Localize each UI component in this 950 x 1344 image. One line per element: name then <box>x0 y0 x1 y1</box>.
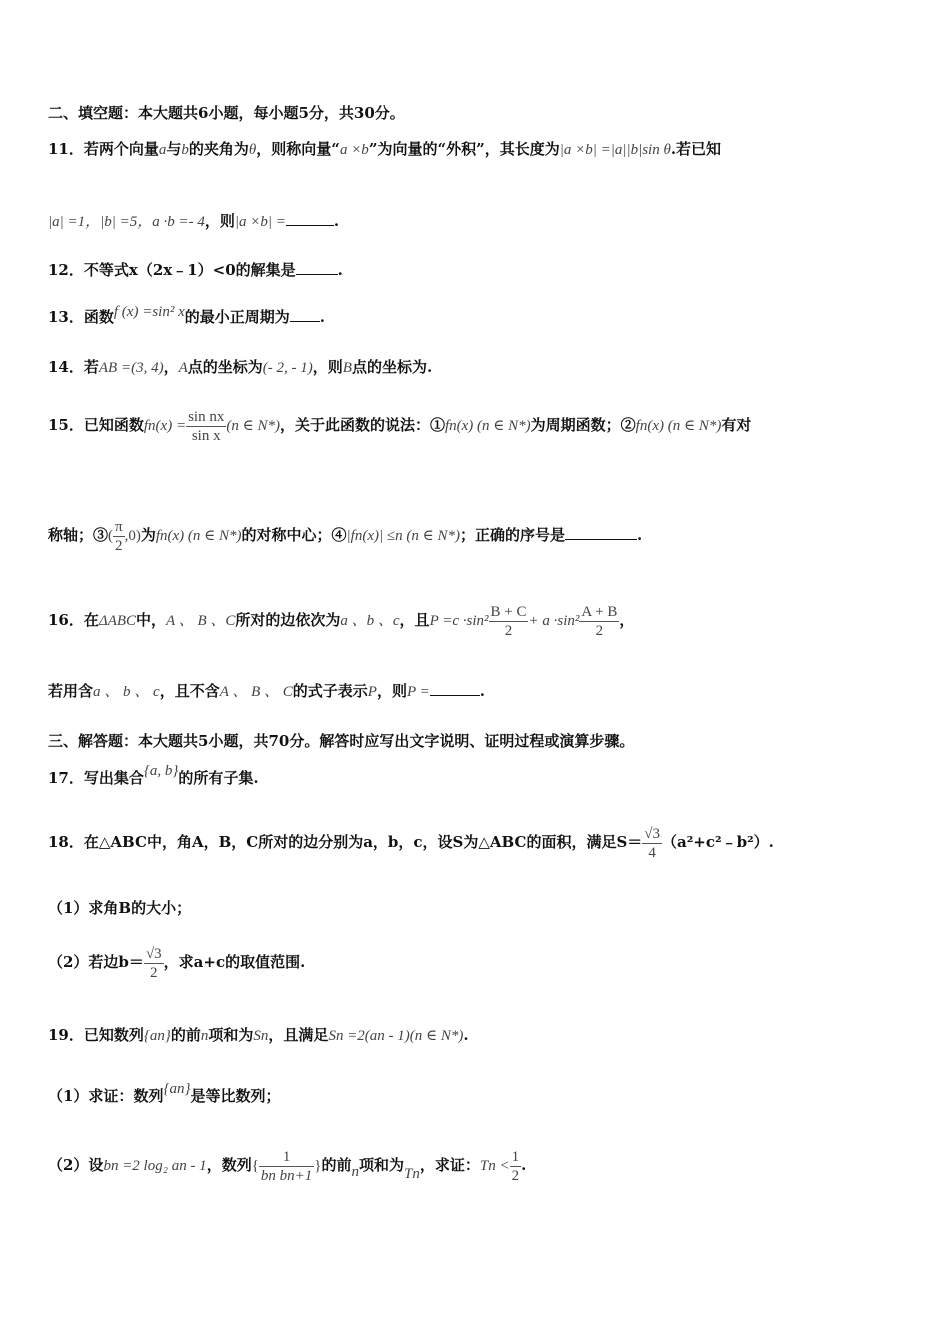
q19-part2-ineq: Tn < <box>479 1158 510 1174</box>
q16-text-h: 的式子表示 <box>292 682 368 700</box>
q18-number: 18． <box>48 833 84 851</box>
q19-part2-frac-den: bn bn+1 <box>260 1167 313 1184</box>
question-11-line-1 <box>48 138 910 161</box>
q11-expr-len: |a ×b| =|a||b|sin θ <box>559 142 671 158</box>
q19-part1-seq: {an} <box>163 1081 191 1097</box>
q14-sym-b: B <box>342 360 352 376</box>
q16-expr-ask: P = <box>406 684 430 700</box>
question-19 <box>48 1024 910 1047</box>
q14-text-e: 点的坐标为. <box>351 358 433 376</box>
q19-part2-frac-num: 1 <box>259 1148 314 1167</box>
q11-text-e: ”为向量的“外积”，其长度为 <box>368 140 560 158</box>
q19-part2-a: （2）设 <box>48 1156 104 1174</box>
q19-text-a: 已知数列 <box>83 1026 144 1044</box>
q15-expr-2: fn(x) (n ∈ N*) <box>635 418 722 434</box>
q16-syms-abc-upper-2: A 、 B 、 C <box>219 684 293 700</box>
q15-number: 15． <box>48 416 84 434</box>
q15-text-d: 有对 <box>721 416 752 434</box>
q19-text-d: ，且满足 <box>268 1026 329 1044</box>
q18-part2-a: （2）若边b＝ <box>48 953 144 971</box>
q17-text-b: 的所有子集. <box>178 769 259 787</box>
section-2-heading: 二、填空题：本大题共6小题，每小题5分，共30分。 <box>48 104 405 122</box>
question-12 <box>48 259 910 281</box>
q14-text-b: ， <box>163 358 179 376</box>
q11-text-d: ，则称向量“ <box>256 140 340 158</box>
q19-part2-b: ，数列 <box>206 1156 252 1174</box>
q16-syms-abc-lower-2: a 、 b 、 c <box>93 684 160 700</box>
q19-part1-b: 是等比数列； <box>190 1087 281 1105</box>
q19-number: 19． <box>48 1026 84 1044</box>
q11-text-a: 若两个向量 <box>83 140 159 158</box>
q14-number: 14． <box>48 358 84 376</box>
q15-text-c: 为周期函数；② <box>530 416 636 434</box>
q18-frac-num: √3 <box>644 825 661 842</box>
q15-expr-f: fn(x) = <box>143 418 187 434</box>
q16-text-d: ，且 <box>399 611 430 629</box>
q16-sym-p: P <box>367 684 377 700</box>
q19-sym-n: n <box>200 1028 209 1044</box>
q16-text-b: 中， <box>136 611 167 629</box>
q19-text-c: 项和为 <box>208 1026 254 1044</box>
q15-frac-den: sin x <box>191 427 221 444</box>
q19-part2-tn: Tn <box>404 1166 420 1182</box>
q19-part2-d: 项和为 <box>359 1156 405 1174</box>
question-18-part-2 <box>48 940 910 984</box>
q19-part2-n: n <box>351 1164 359 1180</box>
section-3-heading: 三、解答题：本大题共5小题，共70分。解答时应写出文字说明、证明过程或演算步骤。 <box>48 732 635 750</box>
q19-brace-open: { <box>251 1158 259 1174</box>
q15-pt-num: π <box>115 518 123 535</box>
q15-frac-num: sin nx <box>188 408 225 425</box>
q11-expr-ask: |a ×b| = <box>234 214 286 230</box>
q16-syms-abc-upper: A 、 B 、C <box>166 613 236 629</box>
q17-number: 17． <box>48 769 84 787</box>
q13-text-b: 的最小正周期为 <box>184 308 290 326</box>
q16-text-g: ，且不含 <box>159 682 220 700</box>
q15-end: . <box>636 526 643 544</box>
q15-expr-1: fn(x) (n ∈ N*) <box>444 418 531 434</box>
q19-expr-seq: {an} <box>143 1028 171 1044</box>
q14-text-d: ，则 <box>312 358 343 376</box>
q15-text-b: ，关于此函数的说法：① <box>279 416 445 434</box>
q14-expr-coord: (- 2, - 1) <box>262 360 313 376</box>
q11-end: . <box>333 212 340 230</box>
q17-text-a: 写出集合 <box>83 769 144 787</box>
q19-part2-e: ，求证： <box>419 1156 480 1174</box>
q18-frac-den: 4 <box>648 844 656 861</box>
question-18 <box>48 820 910 864</box>
q11-number: 11． <box>48 140 84 158</box>
q16-answer-blank[interactable] <box>430 681 480 696</box>
q11-sym-a: a <box>158 142 167 158</box>
q15-pt-open: ( <box>108 528 114 544</box>
q19-part2-fraction <box>259 1148 314 1185</box>
q19-text-b: 的前 <box>170 1026 201 1044</box>
q19-part2-half-den: 2 <box>511 1167 520 1184</box>
q18-text-b: （a²+c²﹣b²）. <box>662 833 774 851</box>
q15-pt-rest: ,0) <box>124 528 141 544</box>
q15-expr-3: fn(x) (n ∈ N*) <box>155 528 242 544</box>
q15-answer-blank[interactable] <box>565 525 637 540</box>
question-13 <box>48 306 910 329</box>
q14-text-a: 若 <box>83 358 99 376</box>
q18-part2-num: √3 <box>145 945 162 962</box>
q16-syms-abc-lower: a 、b 、c <box>340 613 400 629</box>
q18-part2-fraction <box>144 945 164 982</box>
q17-expr-set: {a, b} <box>143 763 179 779</box>
question-11-line-2 <box>48 210 910 233</box>
q16-expr-p: P =c ·sin² <box>429 613 489 629</box>
q12-answer-blank[interactable] <box>296 260 338 275</box>
q19-text-e: . <box>463 1026 469 1044</box>
q16-frac1-num: B + C <box>490 603 527 620</box>
q16-text-i: ，则 <box>376 682 407 700</box>
q19-brace-close: } <box>314 1158 322 1174</box>
question-14 <box>48 356 910 379</box>
q19-sym-sn: Sn <box>253 1028 269 1044</box>
q15-text-f: 为 <box>140 526 156 544</box>
q16-text-e: ， <box>619 611 635 629</box>
q12-text: 不等式x（2x﹣1）<0的解集是 <box>83 261 296 279</box>
question-15-line-1 <box>48 405 910 446</box>
q16-number: 16． <box>48 611 84 629</box>
q11-answer-blank[interactable] <box>286 211 334 226</box>
q19-part2-end: . <box>521 1156 527 1174</box>
question-18-part-1: （1）求角B的大小； <box>48 899 192 917</box>
q16-expr-p2: + a ·sin² <box>528 613 580 629</box>
q12-number: 12． <box>48 261 84 279</box>
q15-point-fraction <box>113 518 125 555</box>
q12-end: . <box>337 261 343 279</box>
q19-part1-a: （1）求证：数列 <box>48 1087 164 1105</box>
q19-part2-bn: bn =2 log₂ an - 1 <box>103 1158 207 1174</box>
q18-part2-b: ，求a+c的取值范围. <box>163 953 306 971</box>
q16-end: . <box>479 682 485 700</box>
q19-part2-half-num: 1 <box>511 1148 520 1165</box>
q13-number: 13． <box>48 308 84 326</box>
q16-fraction-1 <box>489 603 529 640</box>
q15-expr-dom: (n ∈ N*) <box>226 418 280 434</box>
q15-text-e: 称轴；③ <box>48 526 109 544</box>
question-19-part-1 <box>48 1081 910 1108</box>
q16-text-f: 若用含 <box>48 682 94 700</box>
q11-expr-given: |a| =1，|b| =5，a ·b =- 4 <box>48 214 205 230</box>
question-19-part-2 <box>48 1140 910 1191</box>
q13-answer-blank[interactable] <box>290 307 320 322</box>
question-15-line-2 <box>48 515 910 556</box>
q18-text: 在△ABC中，角A，B，C所对的边分别为a，b，c，设S为△ABC的面积，满足S＝ <box>83 833 643 851</box>
q11-text-c: 的夹角为 <box>188 140 249 158</box>
q15-fraction <box>186 408 226 445</box>
q18-fraction <box>642 825 662 862</box>
question-16-line-1 <box>48 598 910 643</box>
q16-text-a: 在 <box>83 611 99 629</box>
q19-part2-c: 的前 <box>321 1156 352 1174</box>
q15-text-a: 已知函数 <box>83 416 144 434</box>
q15-expr-4: |fn(x)| ≤n (n ∈ N*) <box>346 528 460 544</box>
q11-sym-theta: θ <box>248 142 257 158</box>
q14-text-c: 点的坐标为 <box>187 358 263 376</box>
question-17 <box>48 763 910 790</box>
q16-frac2-num: A + B <box>581 603 618 620</box>
q16-expr-tri: ΔABC <box>98 613 137 629</box>
q14-expr-ab: AB =(3, 4) <box>98 360 164 376</box>
q13-end: . <box>319 308 325 326</box>
q15-pt-den: 2 <box>115 537 123 554</box>
q16-text-c: 所对的边依次为 <box>235 611 341 629</box>
q16-fraction-2 <box>579 603 619 640</box>
q15-text-g: 的对称中心；④ <box>241 526 347 544</box>
q14-sym-a: A <box>178 360 188 376</box>
q13-expr: f (x) =sin² x <box>113 304 185 320</box>
q11-text-b: 与 <box>166 140 182 158</box>
q11-expr-cross: a ×b <box>339 142 369 158</box>
q15-text-h: ；正确的序号是 <box>459 526 565 544</box>
q11-text-f: .若已知 <box>670 140 722 158</box>
q11-text-g: ，则 <box>204 212 235 230</box>
q18-part2-den: 2 <box>150 964 158 981</box>
q13-text-a: 函数 <box>83 308 114 326</box>
question-16-line-2 <box>48 680 910 703</box>
q19-expr-sn: Sn =2(an - 1)(n ∈ N*) <box>328 1028 464 1044</box>
q19-part2-half <box>510 1148 522 1185</box>
q16-frac1-den: 2 <box>504 622 513 639</box>
q16-frac2-den: 2 <box>595 622 604 639</box>
q11-sym-b: b <box>181 142 189 158</box>
